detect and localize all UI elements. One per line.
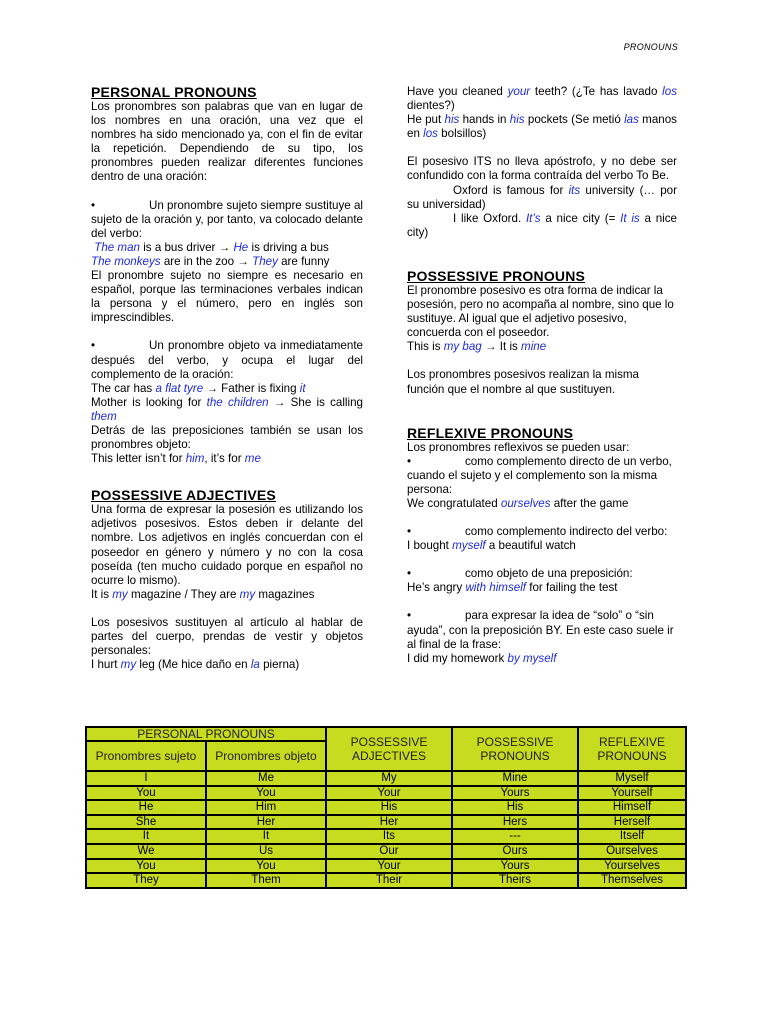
bullet-icon: • — [407, 525, 412, 539]
table-cell: --- — [453, 830, 577, 843]
table-cell: You — [207, 787, 325, 800]
example-line: Have you cleaned your teeth? (¿Te has lavado los dientes?) — [407, 85, 677, 113]
table-cell: Them — [207, 874, 325, 887]
table-cell: Yourselves — [579, 860, 685, 873]
table-cell: They — [87, 874, 205, 887]
table-cell: Us — [207, 845, 325, 858]
table-cell: Their — [327, 874, 451, 887]
reflexive-bullet: • como objeto de una preposición: — [407, 567, 633, 581]
table-cell: Itself — [579, 830, 685, 843]
table-cell: Your — [327, 860, 451, 873]
example-line: Oxford is famous for its university (… por su universidad) — [407, 183, 677, 211]
table-cell: His — [327, 801, 451, 814]
table-header-cell: POSSESSIVE PRONOUNS — [453, 728, 577, 770]
example-line: I bought myself a beautiful watch — [407, 539, 576, 553]
bullet-icon: • — [91, 339, 96, 353]
pronouns-table — [85, 726, 687, 889]
reflexive-pronouns-heading: REFLEXIVE PRONOUNS — [407, 424, 574, 441]
table-cell: Our — [327, 845, 451, 858]
table-row — [87, 860, 685, 873]
bullet-icon: • — [91, 198, 96, 212]
table-header-cell: POSSESSIVE ADJECTIVES — [327, 728, 451, 770]
table-cell: Me — [207, 772, 325, 785]
example-line: He put his hands in his pockets (Se metió las manos en los bolsillos) — [407, 113, 677, 141]
possessive-adjectives-heading: POSSESSIVE ADJECTIVES — [91, 487, 276, 504]
table-cell: It — [207, 830, 325, 843]
table-row — [87, 816, 685, 829]
example-line: It is my magazine / They are my magazines — [91, 587, 315, 601]
table-cell: You — [87, 787, 205, 800]
table-cell: Her — [327, 816, 451, 829]
bullet-icon: • — [407, 609, 412, 623]
personal-intro: Los pronombres son palabras que van en lugar de los nombres en una oración, una vez que el nombres ha sido mencionado ya, con el fin de evitar la repetición. Dependiendo de su tipo, los pronombres pueden realizar diferentes funciones dentro de una oración: — [91, 100, 363, 184]
subject-note: El pronombre sujeto no siempre es necesario en español, porque las terminaciones verbales indican la persona y el número, pero en inglés son imprescindibles. — [91, 269, 363, 325]
table-cell: Theirs — [453, 874, 577, 887]
table-cell: She — [87, 816, 205, 829]
table-cell: His — [453, 801, 577, 814]
table-row — [87, 874, 685, 887]
table-row — [87, 787, 685, 800]
example-line: The car has a flat tyre → Father is fixing it — [91, 381, 306, 395]
reflexive-bullet: • como complemento indirecto del verbo: — [407, 525, 668, 539]
possessive-body-note: Los posesivos sustituyen al artículo al hablar de partes del cuerpo, prendas de vestir y objetos personales: — [91, 615, 363, 658]
example-line: This is my bag → It is mine — [407, 340, 547, 354]
bullet-icon: • — [407, 567, 412, 581]
table-cell: Its — [327, 830, 451, 843]
table-cell: Themselves — [579, 874, 685, 887]
table-row — [87, 845, 685, 858]
table-row — [87, 801, 685, 814]
possessive-adjectives-intro: Una forma de expresar la posesión es utilizando los adjetivos posesivos. Estos deben ir delante del nombre. Los adjetivos en inglés concuerdan con el poseedor en género y número y no con la cosa poseída (ten mucho cuidado porque en español no ocurre lo mismo). — [91, 503, 363, 587]
table-header-row — [87, 728, 685, 740]
table-cell: He — [87, 801, 205, 814]
example-line: This letter isn’t for him, it’s for me — [91, 452, 261, 466]
table-cell: Hers — [453, 816, 577, 829]
example-line: Mother is looking for the children → She is calling them — [91, 395, 363, 423]
table-header-cell: REFLEXIVE PRONOUNS — [579, 728, 685, 770]
reflexive-intro: Los pronombres reflexivos se pueden usar: — [407, 440, 630, 454]
table-cell: Yours — [453, 860, 577, 873]
left-column — [91, 84, 363, 672]
table-cell: Mine — [453, 772, 577, 785]
table-cell: Him — [207, 801, 325, 814]
table-cell: Ours — [453, 845, 577, 858]
table-row — [87, 830, 685, 843]
example-line: The monkeys are in the zoo → They are funny — [91, 254, 330, 268]
table-cell: Your — [327, 787, 451, 800]
table-row — [87, 772, 685, 785]
table-header-cell: Pronombres sujeto — [87, 742, 205, 770]
personal-pronouns-heading: PERSONAL PRONOUNS — [91, 84, 257, 100]
possessive-pronouns-note: Los pronombres posesivos realizan la misma función que el nombre al que sustituyen. — [407, 368, 639, 396]
table-cell: Yours — [453, 787, 577, 800]
table-cell: You — [207, 860, 325, 873]
example-line: We congratulated ourselves after the game — [407, 496, 629, 510]
example-line: The man is a bus driver → He is driving a bus — [94, 240, 329, 254]
table-cell: Her — [207, 816, 325, 829]
possessive-pronouns-intro: El pronombre posesivo es otra forma de indicar la posesión, pero no acompaña al nombre, sino que lo sustituye. Al igual que el adjetivo posesivo, concuerda con el poseedor. — [407, 283, 674, 340]
right-column — [407, 85, 677, 666]
example-line: I like Oxford. It’s a nice city (= It is a nice city) — [407, 211, 677, 239]
reflexive-bullet: • como complemento directo de un verbo, cuando el sujeto y el complemento son la misma persona: — [407, 454, 672, 496]
table-cell: We — [87, 845, 205, 858]
table-cell: Ourselves — [579, 845, 685, 858]
bullet-icon: • — [407, 454, 412, 468]
table-cell: I — [87, 772, 205, 785]
reflexive-bullet: • para expresar la idea de “solo” o “sin ayuda”, con la preposición BY. En este caso suele ir al final de la frase: — [407, 609, 674, 651]
its-note: El posesivo ITS no lleva apóstrofo, y no debe ser confundido con la forma contraída del verbo To Be. — [407, 155, 677, 183]
table-cell: You — [87, 860, 205, 873]
table-group-header: PERSONAL PRONOUNS — [87, 728, 325, 740]
example-line: I hurt my leg (Me hice daño en la pierna) — [91, 658, 300, 672]
table-cell: It — [87, 830, 205, 843]
possessive-pronouns-heading: POSSESSIVE PRONOUNS — [407, 267, 586, 284]
running-header: PRONOUNS — [623, 42, 678, 52]
example-line: He’s angry with himself for failing the test — [407, 581, 618, 595]
example-line: I did my homework by myself — [407, 651, 557, 665]
table-cell: Yourself — [579, 787, 685, 800]
table-header-cell: Pronombres objeto — [207, 742, 325, 770]
table-cell: Myself — [579, 772, 685, 785]
table-cell: Herself — [579, 816, 685, 829]
subject-pronoun-bullet: • Un pronombre sujeto siempre sustituye al sujeto de la oración y, por tanto, va colocado delante del verbo: — [91, 198, 363, 240]
table-cell: Himself — [579, 801, 685, 814]
preposition-note: Detrás de las preposiciones también se usan los pronombres objeto: — [91, 423, 363, 452]
object-pronoun-bullet: • Un pronombre objeto va inmediatamente después del verbo, y ocupa el lugar del complemento de la oración: — [91, 339, 363, 381]
table-cell: My — [327, 772, 451, 785]
